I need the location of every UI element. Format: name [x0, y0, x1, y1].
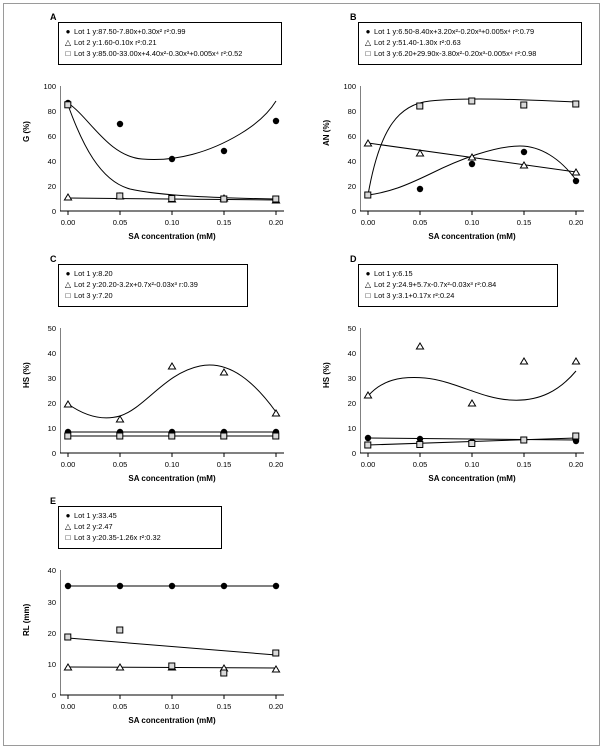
legend-item — [62, 37, 277, 48]
x-tick-label: 0.15 — [216, 218, 232, 227]
y-tick-label: 20 — [47, 182, 56, 191]
legend-item — [362, 268, 553, 279]
y-tick-label: 20 — [347, 399, 356, 408]
panel-b-y-axis-label: AN (%) — [322, 119, 331, 146]
x-tick-label: 0.00 — [60, 218, 76, 227]
x-tick-label: 0.05 — [412, 460, 428, 469]
square-marker-icon: □ — [65, 533, 71, 542]
legend-label: Lot 3 y:6.20+29.90x-3.80x²-0.20x³-0.005x⁴ r²:0.98 — [374, 49, 537, 58]
triangle-marker-icon: △ — [64, 522, 72, 531]
square-marker-icon: □ — [65, 49, 71, 58]
panel-b-plot — [360, 86, 584, 216]
x-tick-label: 0.20 — [268, 218, 284, 227]
y-tick-label: 40 — [47, 157, 56, 166]
y-tick-label: 0 — [51, 449, 56, 458]
legend-item — [62, 290, 243, 301]
y-tick-label: 0 — [51, 207, 56, 216]
legend-item — [62, 521, 217, 532]
y-tick-label: 30 — [47, 374, 56, 383]
y-tick-label: 20 — [47, 629, 56, 638]
legend-label: Lot 1 y:33.45 — [74, 511, 117, 520]
triangle-marker-icon: △ — [364, 280, 372, 289]
x-tick-label: 0.00 — [360, 460, 376, 469]
y-tick-label: 20 — [47, 399, 56, 408]
panel-a-letter: A — [50, 12, 57, 22]
x-tick-label: 0.20 — [568, 460, 584, 469]
legend-label: Lot 1 y:6.50-8.40x+3.20x²-0.20x³+0.005x⁴ r²:0.79 — [374, 27, 535, 36]
y-tick-label: 20 — [347, 182, 356, 191]
panel-a-x-axis-label: SA concentration (mM) — [128, 232, 216, 241]
panel-c — [22, 254, 304, 494]
y-tick-label: 100 — [43, 82, 56, 91]
panel-a — [22, 12, 304, 252]
square-marker-icon: □ — [365, 291, 371, 300]
square-marker-icon: □ — [65, 291, 71, 300]
legend-label: Lot 1 y:87.50-7.80x+0.30x² r²:0.99 — [74, 27, 186, 36]
legend-label: Lot 2 y:2.47 — [74, 522, 113, 531]
legend-item — [62, 279, 243, 290]
legend-item — [362, 26, 577, 37]
panel-c-y-axis-label: HS (%) — [22, 362, 31, 388]
x-tick-label: 0.05 — [112, 460, 128, 469]
panel-e-plot — [60, 570, 284, 700]
y-tick-label: 40 — [47, 566, 56, 575]
y-tick-label: 0 — [351, 449, 356, 458]
circle-marker-icon: ● — [65, 27, 71, 36]
x-tick-label: 0.10 — [164, 702, 180, 711]
legend-label: Lot 3 y:3.1+0.17x r²:0.24 — [374, 291, 455, 300]
x-tick-label: 0.00 — [60, 460, 76, 469]
square-marker-icon: □ — [365, 49, 371, 58]
x-tick-label: 0.10 — [164, 218, 180, 227]
legend-label: Lot 2 y:51.40-1.30x r²:0.63 — [374, 38, 461, 47]
panel-a-y-axis-label: G (%) — [22, 121, 31, 142]
y-tick-label: 10 — [47, 660, 56, 669]
legend-label: Lot 1 y:8.20 — [74, 269, 113, 278]
panel-e-y-axis-label: RL (mm) — [22, 603, 31, 636]
panel-e-letter: E — [50, 496, 57, 506]
x-tick-label: 0.20 — [268, 460, 284, 469]
legend-label: Lot 2 y:24.9+5.7x-0.7x²-0.03x³ r²:0.84 — [374, 280, 497, 289]
legend-item — [62, 268, 243, 279]
y-tick-label: 40 — [347, 157, 356, 166]
x-tick-label: 0.10 — [464, 218, 480, 227]
panel-b-letter: B — [350, 12, 357, 22]
legend-item — [62, 510, 217, 521]
triangle-marker-icon: △ — [364, 38, 372, 47]
x-tick-label: 0.15 — [516, 460, 532, 469]
panel-b-legend — [358, 22, 582, 65]
circle-marker-icon: ● — [365, 27, 371, 36]
legend-item — [62, 48, 277, 59]
x-tick-label: 0.00 — [60, 702, 76, 711]
panel-d — [322, 254, 604, 494]
panel-a-legend — [58, 22, 282, 65]
x-tick-label: 0.00 — [360, 218, 376, 227]
legend-label: Lot 3 y:85.00-33.00x+4.40x²-0.30x³+0.005x⁴ r²:0.52 — [74, 49, 243, 58]
legend-label: Lot 2 y:1.60-0.10x r²:0.21 — [74, 38, 157, 47]
legend-item — [62, 532, 217, 543]
x-tick-label: 0.05 — [112, 218, 128, 227]
panel-d-legend — [358, 264, 558, 307]
panel-d-x-axis-label: SA concentration (mM) — [428, 474, 516, 483]
y-tick-label: 60 — [47, 132, 56, 141]
x-tick-label: 0.05 — [112, 702, 128, 711]
panel-c-plot — [60, 328, 284, 458]
panel-d-plot — [360, 328, 584, 458]
figure-frame — [3, 3, 600, 746]
x-tick-label: 0.10 — [464, 460, 480, 469]
panel-d-y-axis-label: HS (%) — [322, 362, 331, 388]
legend-item — [362, 279, 553, 290]
panel-e-x-axis-label: SA concentration (mM) — [128, 716, 216, 725]
legend-item — [62, 26, 277, 37]
x-tick-label: 0.15 — [216, 702, 232, 711]
panel-d-letter: D — [350, 254, 357, 264]
triangle-marker-icon: △ — [64, 38, 72, 47]
y-tick-label: 30 — [347, 374, 356, 383]
y-tick-label: 10 — [347, 424, 356, 433]
panel-c-legend — [58, 264, 248, 307]
legend-item — [362, 37, 577, 48]
panel-c-letter: C — [50, 254, 57, 264]
panel-b — [322, 12, 604, 252]
y-tick-label: 60 — [347, 132, 356, 141]
panel-c-x-axis-label: SA concentration (mM) — [128, 474, 216, 483]
x-tick-label: 0.20 — [568, 218, 584, 227]
panel-e-legend — [58, 506, 222, 549]
y-tick-label: 50 — [47, 324, 56, 333]
y-tick-label: 80 — [347, 107, 356, 116]
y-tick-label: 40 — [47, 349, 56, 358]
legend-item — [362, 290, 553, 301]
legend-label: Lot 2 y:20.20-3.2x+0.7x²-0.03x³ r:0.39 — [74, 280, 198, 289]
y-tick-label: 30 — [47, 598, 56, 607]
panel-b-x-axis-label: SA concentration (mM) — [428, 232, 516, 241]
triangle-marker-icon: △ — [64, 280, 72, 289]
y-tick-label: 10 — [47, 424, 56, 433]
circle-marker-icon: ● — [65, 511, 71, 520]
y-tick-label: 0 — [351, 207, 356, 216]
circle-marker-icon: ● — [365, 269, 371, 278]
legend-label: Lot 3 y:7.20 — [74, 291, 113, 300]
legend-item — [362, 48, 577, 59]
x-tick-label: 0.10 — [164, 460, 180, 469]
x-tick-label: 0.15 — [216, 460, 232, 469]
y-tick-label: 40 — [347, 349, 356, 358]
x-tick-label: 0.05 — [412, 218, 428, 227]
y-tick-label: 100 — [343, 82, 356, 91]
panel-e — [22, 496, 304, 741]
x-tick-label: 0.15 — [516, 218, 532, 227]
y-tick-label: 80 — [47, 107, 56, 116]
panel-a-plot — [60, 86, 284, 216]
y-tick-label: 50 — [347, 324, 356, 333]
legend-label: Lot 1 y:6.15 — [374, 269, 413, 278]
y-tick-label: 0 — [51, 691, 56, 700]
legend-label: Lot 3 y:20.35-1.26x r²:0.32 — [74, 533, 161, 542]
circle-marker-icon: ● — [65, 269, 71, 278]
x-tick-label: 0.20 — [268, 702, 284, 711]
